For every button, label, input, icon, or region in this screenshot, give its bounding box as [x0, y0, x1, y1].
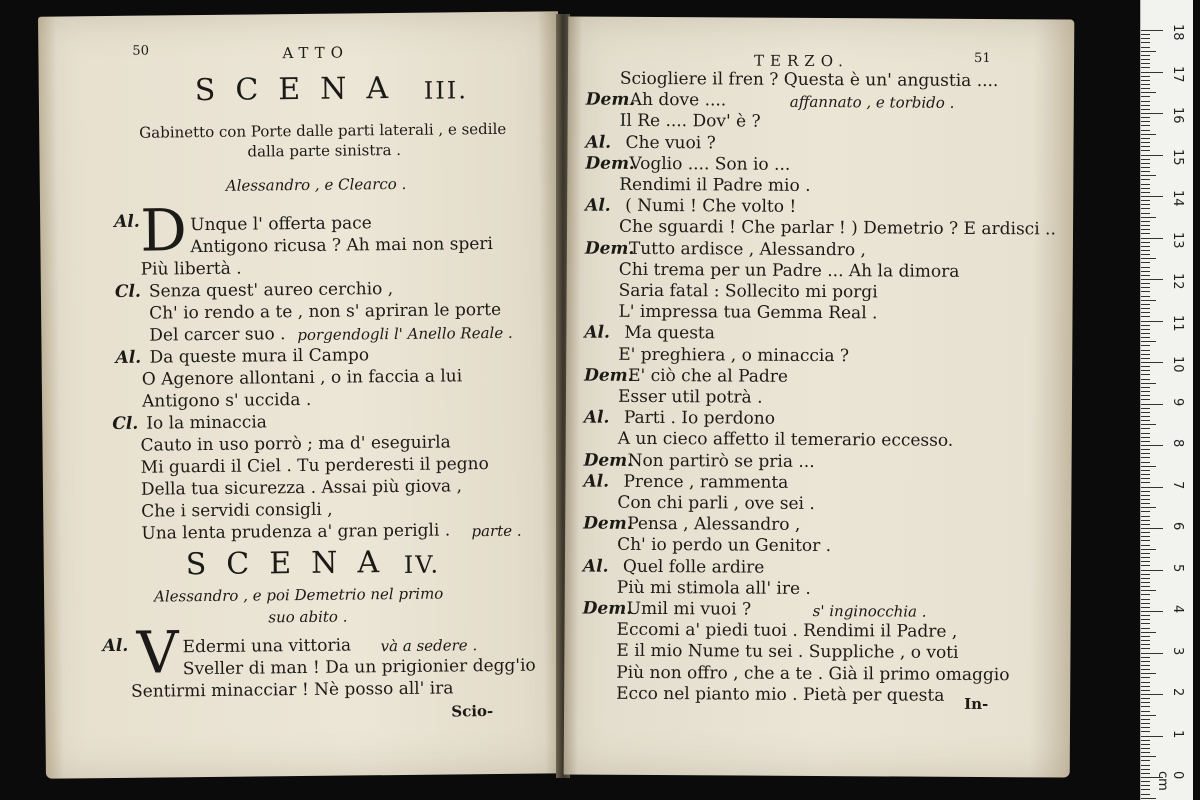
ruler-tick	[1141, 101, 1150, 102]
ruler-tick	[1141, 63, 1150, 64]
verse-line: Edermi una vittoria	[182, 635, 352, 658]
ruler-tick	[1141, 142, 1150, 143]
ruler-tick	[1141, 499, 1150, 500]
speaker-label: Al.	[585, 132, 612, 153]
ruler-tick	[1141, 462, 1150, 463]
ruler-tick	[1141, 238, 1163, 239]
verse-line: A un cieco affetto il temerario eccesso.	[617, 429, 954, 452]
ruler-tick	[1141, 669, 1150, 670]
stage-direction: s' inginocchia .	[812, 601, 927, 621]
ruler-tick	[1141, 67, 1150, 68]
verse-line: Sciogliere il fren ? Questa è un' angustia ....	[619, 68, 999, 92]
verse-line: Senza quest' aureo cerchio ,	[148, 279, 394, 302]
ruler-tick	[1141, 76, 1150, 77]
ruler-tick	[1141, 113, 1163, 114]
verse-line: Più libertà .	[140, 258, 242, 280]
verse-line: Prence , rammenta	[623, 471, 789, 493]
verse-line: Ah dove ....	[629, 90, 727, 111]
ruler-tick	[1141, 308, 1150, 309]
ruler-tick	[1141, 55, 1150, 56]
ruler-tick	[1141, 200, 1150, 201]
verse-line: Unque l' offerta pace	[190, 213, 372, 236]
ruler-tick	[1141, 570, 1163, 571]
ruler-tick	[1141, 565, 1150, 566]
ruler-tick	[1141, 561, 1150, 562]
ruler-tick	[1141, 196, 1163, 197]
ruler-tick	[1141, 615, 1150, 616]
ruler-tick	[1141, 644, 1150, 645]
verse-line: Cauto in uso porrò ; ma d' eseguirla	[140, 432, 451, 456]
ruler-tick	[1141, 395, 1150, 396]
verse-line: Antigono ricusa ? Ah mai non speri	[190, 233, 494, 258]
ruler-tick	[1141, 549, 1156, 550]
ruler-tick	[1141, 731, 1150, 732]
ruler-tick	[1141, 387, 1150, 388]
ruler-tick	[1141, 673, 1156, 674]
ruler-tick	[1141, 72, 1163, 73]
verse-line: Che sguardi ! Che parlar ! ) Demetrio ? E ardisci ..	[618, 217, 1056, 240]
ruler-tick	[1141, 96, 1150, 97]
ruler-tick	[1141, 370, 1150, 371]
ruler-tick	[1141, 586, 1150, 587]
ruler-tick	[1141, 42, 1150, 43]
measurement-ruler	[1140, 0, 1193, 800]
ruler-tick	[1141, 325, 1150, 326]
ruler-tick	[1141, 184, 1150, 185]
ruler-tick	[1141, 536, 1150, 537]
ruler-tick	[1141, 785, 1150, 786]
running-head-left: ATTO	[282, 43, 350, 63]
ruler-tick	[1141, 383, 1156, 384]
speaker-label: Cl.	[114, 281, 141, 302]
speaker-label: Dem.	[585, 89, 636, 111]
ruler-tick	[1141, 727, 1150, 728]
ruler-tick	[1141, 379, 1150, 380]
ruler-tick	[1141, 80, 1150, 81]
catchword-left: Scio-	[451, 702, 494, 721]
ruler-tick	[1141, 420, 1150, 421]
scene-3-setting-1: Gabinetto con Porte dalle parti laterali , e sedile	[139, 119, 507, 142]
scene-3-setting-2: dalla parte sinistra .	[247, 140, 402, 161]
ruler-tick	[1141, 416, 1150, 417]
ruler-tick	[1141, 532, 1150, 533]
ruler-tick	[1141, 449, 1150, 450]
verse-line: Con chi parli , ove sei .	[617, 492, 815, 514]
ruler-tick	[1141, 760, 1150, 761]
scene-4-characters-2: suo abito .	[268, 607, 348, 627]
ruler-label: 13	[1170, 231, 1185, 249]
speaker-label: Dem.	[584, 238, 635, 259]
ruler-tick	[1141, 138, 1150, 139]
verse-line: Ecco nel pianto mio . Pietà per questa	[616, 683, 945, 706]
ruler-label: 7	[1170, 480, 1185, 489]
ruler-tick	[1141, 453, 1150, 454]
ruler-tick	[1141, 362, 1163, 363]
ruler-tick	[1141, 657, 1150, 658]
ruler-tick	[1141, 262, 1150, 263]
ruler-tick	[1141, 661, 1150, 662]
ruler-label: 4	[1170, 605, 1185, 614]
ruler-tick	[1141, 296, 1150, 297]
ruler-tick	[1141, 648, 1150, 649]
ruler-tick	[1141, 773, 1150, 774]
ruler-tick	[1141, 246, 1150, 247]
drop-cap: D	[139, 196, 188, 265]
ruler-tick	[1141, 312, 1150, 313]
ruler-tick	[1141, 441, 1150, 442]
ruler-tick	[1141, 491, 1150, 492]
ruler-tick	[1141, 516, 1150, 517]
ruler-tick	[1141, 229, 1150, 230]
verse-line: Mi guardi il Ciel . Tu perderesti il pegno	[140, 454, 489, 478]
verse-line: Sveller di man ! Da un prigionier degg'io	[182, 655, 536, 680]
ruler-tick	[1141, 321, 1163, 322]
ruler-tick	[1141, 109, 1150, 110]
ruler-label: 8	[1170, 439, 1185, 448]
ruler-label: 6	[1170, 522, 1185, 531]
ruler-tick	[1141, 545, 1150, 546]
speaker-label: Al.	[585, 195, 611, 216]
ruler-tick	[1141, 611, 1163, 612]
ruler-tick	[1141, 221, 1150, 222]
ruler-label: 16	[1170, 107, 1185, 124]
verse-line: Ch' io rendo a te , non s' apriran le porte	[149, 299, 502, 324]
ruler-tick	[1141, 694, 1163, 695]
ruler-tick	[1141, 250, 1150, 251]
ruler-tick	[1141, 159, 1150, 160]
scene-3-title: SCENA	[194, 70, 409, 109]
ruler-tick	[1141, 557, 1150, 558]
ruler-tick	[1141, 399, 1150, 400]
speaker-label: Dem.	[583, 513, 633, 535]
drop-cap: V	[136, 618, 179, 687]
page-number-right: 51	[974, 50, 991, 67]
ruler-tick	[1141, 457, 1150, 458]
ruler-tick	[1141, 507, 1156, 508]
ruler-tick	[1141, 520, 1150, 521]
ruler-tick	[1141, 121, 1150, 122]
ruler-tick	[1141, 706, 1150, 707]
ruler-tick	[1141, 267, 1150, 268]
ruler-tick	[1141, 188, 1150, 189]
ruler-label: 15	[1170, 148, 1185, 166]
ruler-tick	[1141, 445, 1163, 446]
speaker-label: Al.	[584, 322, 611, 344]
ruler-tick	[1141, 175, 1156, 176]
ruler-tick	[1141, 59, 1150, 60]
ruler-tick	[1141, 117, 1150, 118]
ruler-tick	[1141, 723, 1150, 724]
speaker-label: Al.	[102, 635, 129, 657]
ruler-tick	[1141, 134, 1156, 135]
ruler-tick	[1141, 404, 1163, 405]
scene-3-number: III.	[423, 76, 469, 105]
ruler-tick	[1141, 225, 1150, 226]
ruler-tick	[1141, 711, 1150, 712]
ruler-tick	[1141, 599, 1150, 600]
speaker-label: Al.	[582, 556, 609, 577]
ruler-tick	[1141, 329, 1150, 330]
stage-direction: parte .	[471, 521, 522, 541]
ruler-tick	[1141, 125, 1150, 126]
scene-4-number: IV.	[403, 550, 441, 579]
ruler-tick	[1141, 47, 1150, 48]
ruler-tick	[1141, 798, 1156, 799]
scene-4-title: SCENA	[185, 544, 400, 583]
ruler-tick	[1141, 632, 1156, 633]
ruler-tick	[1141, 350, 1150, 351]
scene-4-characters-1: Alessandro , e poi Demetrio nel primo	[154, 584, 444, 606]
ruler-tick	[1141, 304, 1150, 305]
verse-line: Umil mi vuoi ?	[626, 598, 752, 620]
verse-line: Non partirò se pria ...	[627, 450, 815, 472]
stage-direction: và a sedere .	[380, 636, 478, 656]
ruler-tick	[1141, 179, 1150, 180]
ruler-label: 1	[1170, 729, 1185, 738]
ruler-tick	[1141, 34, 1150, 35]
ruler-tick	[1141, 765, 1150, 766]
ruler-tick	[1141, 503, 1150, 504]
ruler-tick	[1141, 217, 1156, 218]
ruler-tick	[1141, 690, 1150, 691]
ruler-tick	[1141, 51, 1156, 52]
ruler-tick	[1141, 337, 1150, 338]
ruler-tick	[1141, 38, 1150, 39]
verse-line: Chi trema per un Padre ... Ah la dimora	[618, 259, 960, 282]
ruler-tick	[1141, 789, 1150, 790]
ruler-tick	[1141, 254, 1150, 255]
running-head-right: TERZO.	[753, 51, 849, 71]
ruler-tick	[1141, 744, 1150, 745]
ruler-tick	[1141, 424, 1156, 425]
speaker-label: Cl.	[112, 413, 139, 434]
ruler-tick	[1141, 682, 1150, 683]
ruler-tick	[1141, 640, 1150, 641]
ruler-tick	[1141, 511, 1150, 512]
verse-line: Tutto ardisce , Alessandro ,	[628, 238, 867, 260]
verse-line: Pensa , Alessandro ,	[627, 514, 801, 536]
ruler-tick	[1141, 487, 1163, 488]
ruler-tick	[1141, 92, 1156, 93]
ruler-tick	[1141, 163, 1150, 164]
verse-line: Saria fatal : Sollecito mi porgi	[618, 280, 878, 303]
ruler-tick	[1141, 470, 1150, 471]
ruler-tick	[1141, 437, 1150, 438]
verse-line: Parti . Io perdono	[623, 407, 776, 429]
ruler-tick	[1141, 213, 1150, 214]
ruler-label: 12	[1170, 273, 1185, 290]
ruler-tick	[1141, 167, 1150, 168]
ruler-tick	[1141, 628, 1150, 629]
ruler-tick	[1141, 155, 1163, 156]
ruler-tick	[1141, 578, 1150, 579]
ruler-tick	[1141, 719, 1150, 720]
ruler-tick	[1141, 300, 1156, 301]
ruler-label: 9	[1170, 397, 1185, 406]
ruler-tick	[1141, 316, 1150, 317]
ruler-tick	[1141, 391, 1150, 392]
ruler-tick	[1141, 30, 1163, 31]
verse-line: Ch' io perdo un Genitor .	[617, 535, 832, 557]
ruler-label: 10	[1170, 356, 1185, 373]
speaker-label: Dem.	[585, 153, 635, 174]
ruler-tick	[1141, 204, 1150, 205]
ruler-tick	[1141, 781, 1150, 782]
stage-direction: porgendogli l' Anello Reale .	[297, 323, 513, 345]
ruler-tick	[1141, 740, 1150, 741]
ruler-tick	[1141, 524, 1150, 525]
ruler-tick	[1141, 88, 1150, 89]
speaker-label: Dem.	[583, 450, 634, 471]
verse-line: Più mi stimola all' ire .	[616, 577, 811, 599]
ruler-tick	[1141, 736, 1163, 737]
ruler-tick	[1141, 466, 1156, 467]
ruler-tick	[1141, 594, 1150, 595]
ruler-tick	[1141, 345, 1150, 346]
ruler-label: 18	[1170, 24, 1185, 41]
stage-direction: affannato , e torbido .	[789, 93, 955, 113]
ruler-tick	[1141, 171, 1150, 172]
left-page	[38, 11, 566, 778]
ruler-tick	[1141, 208, 1150, 209]
ruler-tick	[1141, 665, 1150, 666]
ruler-tick	[1141, 105, 1150, 106]
verse-line: Antigono s' uccida .	[141, 389, 312, 412]
ruler-tick	[1141, 686, 1150, 687]
ruler-tick	[1141, 715, 1156, 716]
verse-line: Rendimi il Padre mio .	[619, 174, 811, 196]
ruler-label: 3	[1170, 646, 1185, 655]
ruler-tick	[1141, 677, 1150, 678]
verse-line: E il mio Nume tu sei . Suppliche , o voti	[616, 641, 959, 664]
ruler-tick	[1141, 84, 1150, 85]
ruler-tick	[1141, 474, 1150, 475]
ruler-tick	[1141, 623, 1150, 624]
ruler-label: 17	[1170, 65, 1185, 83]
verse-line: ( Numi ! Che volto !	[625, 196, 797, 218]
page-number-left: 50	[132, 43, 150, 59]
catchword-right: In-	[964, 694, 989, 714]
ruler-tick	[1141, 574, 1150, 575]
verse-line: Il Re .... Dov' è ?	[619, 111, 761, 133]
verse-line: Che i servidi consigli ,	[141, 499, 333, 522]
ruler-tick	[1141, 333, 1150, 334]
ruler-tick	[1141, 130, 1150, 131]
verse-line: Da queste mura il Campo	[149, 345, 370, 368]
ruler-tick	[1141, 283, 1150, 284]
ruler-tick	[1141, 590, 1156, 591]
ruler-label: 2	[1170, 688, 1185, 697]
ruler-tick	[1141, 258, 1156, 259]
speaker-label: Al.	[115, 347, 142, 368]
scene-3-characters: Alessandro , e Clearco .	[225, 174, 407, 195]
ruler-tick	[1141, 553, 1150, 554]
verse-line: L' impressa tua Gemma Real .	[618, 301, 878, 324]
ruler-tick	[1141, 408, 1150, 409]
ruler-tick	[1141, 482, 1150, 483]
ruler-tick	[1141, 412, 1150, 413]
ruler-tick	[1141, 607, 1150, 608]
ruler-tick	[1141, 478, 1150, 479]
ruler-label: 14	[1170, 190, 1185, 207]
ruler-tick	[1141, 582, 1150, 583]
ruler-tick	[1141, 698, 1150, 699]
ruler-tick	[1141, 358, 1150, 359]
verse-line: Che vuoi ?	[625, 132, 716, 153]
verse-line: Una lenta prudenza a' gran perigli .	[141, 520, 451, 544]
verse-line: Del carcer suo .	[149, 324, 286, 346]
ruler-tick	[1141, 233, 1150, 234]
ruler-tick	[1141, 748, 1150, 749]
ruler-label: 0 cm	[1155, 771, 1185, 791]
ruler-tick	[1141, 275, 1150, 276]
ruler-tick	[1141, 287, 1150, 288]
speaker-label: Al.	[583, 471, 610, 492]
ruler-tick	[1141, 192, 1150, 193]
verse-line: E' ciò che al Padre	[628, 365, 789, 387]
verse-line: Voglio .... Son io ...	[629, 153, 791, 175]
ruler-label: 11	[1170, 314, 1185, 332]
ruler-tick	[1141, 636, 1150, 637]
ruler-tick	[1141, 354, 1150, 355]
speaker-label: Dem.	[584, 365, 634, 386]
ruler-tick	[1141, 794, 1150, 795]
ruler-tick	[1141, 495, 1150, 496]
ruler-tick	[1141, 150, 1150, 151]
ruler-tick	[1141, 271, 1150, 272]
ruler-tick	[1141, 603, 1150, 604]
ruler-tick	[1141, 752, 1150, 753]
ruler-tick	[1141, 291, 1150, 292]
verse-line: E' preghiera , o minaccia ?	[618, 344, 850, 366]
ruler-tick	[1141, 341, 1156, 342]
speaker-label: Dem.	[582, 598, 633, 619]
verse-line: Ma questa	[624, 323, 715, 344]
ruler-tick	[1141, 433, 1150, 434]
ruler-label: 5	[1170, 563, 1185, 572]
ruler-tick	[1141, 279, 1163, 280]
verse-line: O Agenore allontani , o in faccia a lui	[141, 366, 463, 390]
ruler-tick	[1141, 528, 1163, 529]
verse-line: Quel folle ardire	[622, 556, 765, 578]
ruler-tick	[1141, 374, 1150, 375]
speaker-label: Al.	[114, 211, 140, 232]
ruler-tick	[1141, 540, 1150, 541]
ruler-tick	[1141, 366, 1150, 367]
ruler-tick	[1141, 702, 1150, 703]
speaker-label: Al.	[583, 407, 610, 428]
verse-line: Sentirmi minacciar ! Nè posso all' ira	[130, 678, 454, 702]
ruler-tick	[1141, 146, 1150, 147]
ruler-tick	[1141, 769, 1150, 770]
verse-line: Della tua sicurezza . Assai più giova ,	[140, 476, 463, 500]
ruler-tick	[1141, 619, 1150, 620]
verse-line: Più non offro , che a te . Già il primo omaggio	[616, 662, 1010, 685]
right-page	[564, 16, 1075, 777]
ruler-tick	[1141, 653, 1163, 654]
ruler-tick	[1141, 756, 1156, 757]
verse-line: Eccomi a' piedi tuoi . Rendimi il Padre ,	[616, 619, 958, 643]
verse-line: Io la minaccia	[146, 412, 267, 434]
verse-line: Esser util potrà .	[617, 386, 763, 408]
ruler-tick	[1141, 242, 1150, 243]
ruler-tick	[1141, 428, 1150, 429]
